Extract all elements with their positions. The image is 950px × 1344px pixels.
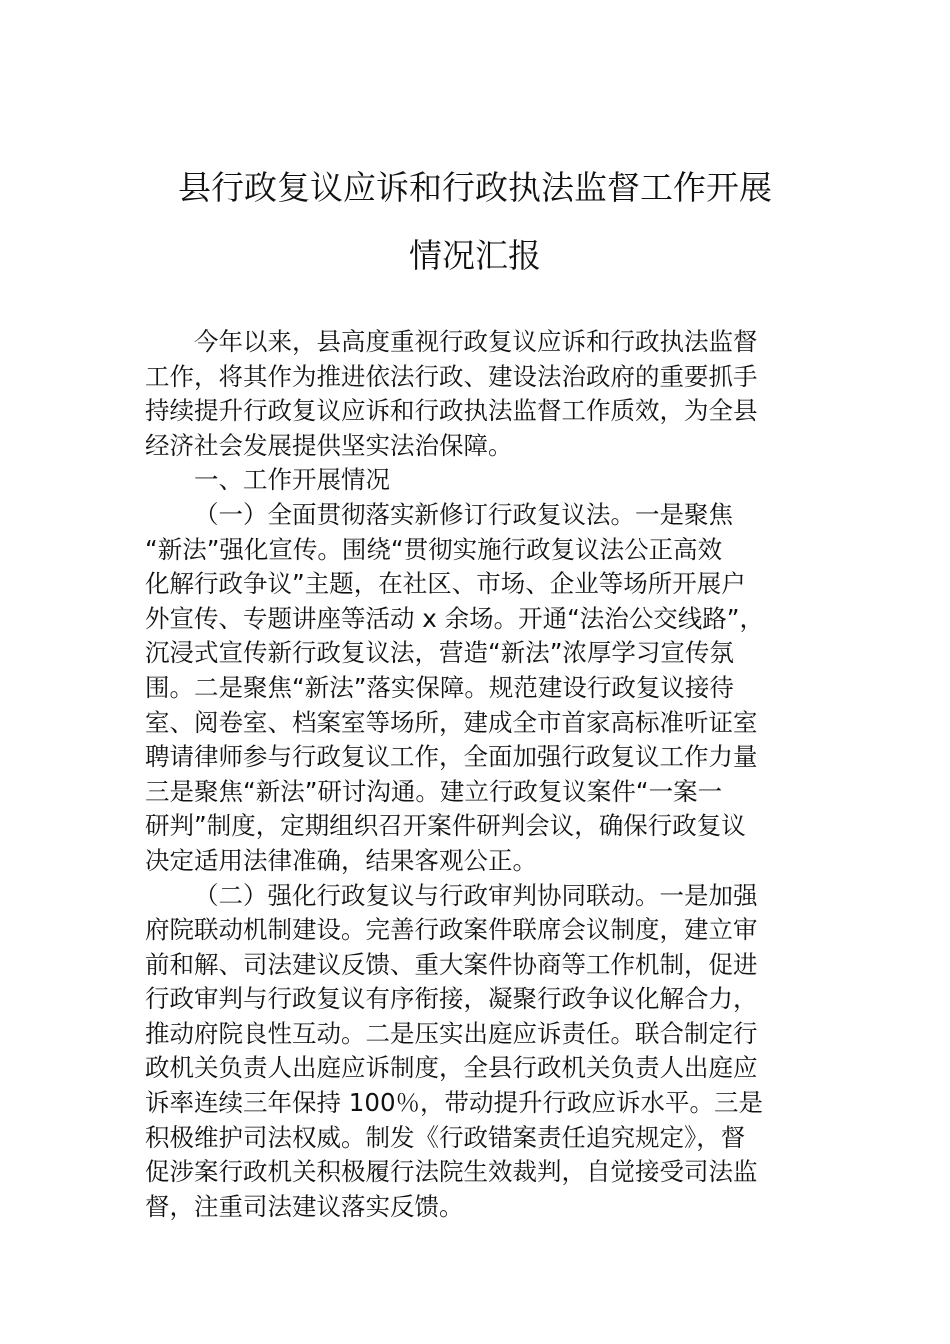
body-line: 政机关负责人出庭应诉制度，全县行政机关负责人出庭应 [145,1053,758,1083]
body-line: 府院联动机制建设。完善行政案件联席会议制度，建立审 [145,915,758,945]
body-line: （二）强化行政复议与行政审判协同联动。一是加强 [194,880,758,910]
body-line: 经济社会发展提供坚实法治保障。 [145,430,513,460]
document-title-line-2: 情况汇报 [409,236,541,275]
body-line: 围。二是聚焦“新法”落实保障。规范建设行政复议接待 [145,672,734,702]
body-line: 持续提升行政复议应诉和行政执法监督工作质效，为全县 [145,396,758,426]
body-line: 促涉案行政机关积极履行法院生效裁判，自觉接受司法监 [145,1157,758,1187]
body-line: 推动府院良性互动。二是压实出庭应诉责任。联合制定行 [145,1018,758,1048]
body-line: 室、阅卷室、档案室等场所，建成全市首家高标准听证室 [145,707,758,737]
body-line: 行政审判与行政复议有序衔接，凝聚行政争议化解合力， [145,984,758,1014]
body-line: 外宣传、专题讲座等活动 x 余场。开通“法治公交线路”， [145,603,764,633]
body-line: 研判”制度，定期组织召开案件研判会议，确保行政复议 [145,811,746,841]
body-line: 化解行政争议”主题，在社区、市场、企业等场所开展户 [145,569,746,599]
body-line: 今年以来，县高度重视行政复议应诉和行政执法监督 [194,327,758,356]
body-line: 聘请律师参与行政复议工作，全面加强行政复议工作力量 [145,742,758,772]
section-heading: 一、工作开展情况 [194,465,390,495]
body-line: 工作，将其作为推进依法行政、建设法治政府的重要抓手 [145,361,758,391]
body-line: （一）全面贯彻落实新修订行政复议法。一是聚焦 [194,499,733,529]
body-line: 督，注重司法建议落实反馈。 [145,1191,464,1221]
document-title-line-1: 县行政复议应诉和行政执法监督工作开展 [178,168,772,207]
body-line: 积极维护司法权威。制发《行政错案责任追究规定》，督 [145,1122,746,1152]
body-line: 诉率连续三年保持 100％，带动提升行政应诉水平。三是 [145,1088,764,1118]
body-line: 前和解、司法建议反馈、重大案件协商等工作机制，促进 [145,949,758,979]
body-line: “新法”强化宣传。围绕“贯彻实施行政复议法公正高效 [145,534,723,564]
document-body [145,325,811,1224]
body-line: 三是聚焦“新法”研讨沟通。建立行政复议案件“一案一 [145,776,723,806]
body-line: 决定适用法律准确，结果客观公正。 [145,845,537,875]
body-line: 沉浸式宣传新行政复议法，营造“新法”浓厚学习宣传氛 [145,638,734,668]
